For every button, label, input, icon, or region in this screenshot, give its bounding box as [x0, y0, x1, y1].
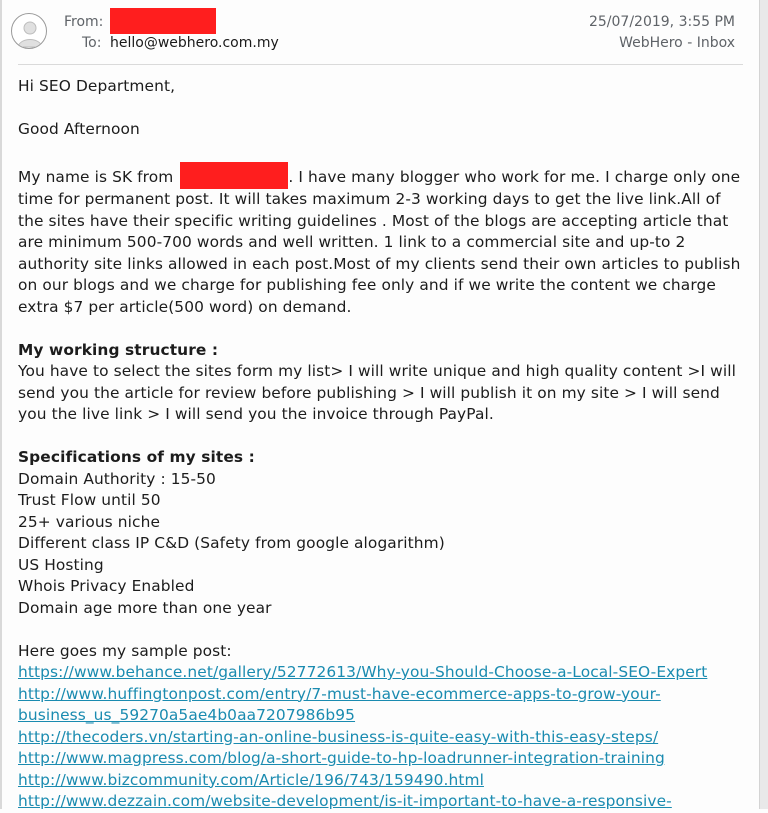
structure-text: You have to select the sites form my list> I will write unique and high quality content >I will send you the article for review before publishing > I will publish it on my site > I will send you the live link > I will send you the invoice through PayPal. — [18, 362, 736, 423]
sample-heading: Here goes my sample post: — [18, 641, 232, 660]
structure-heading: My working structure : — [18, 340, 219, 359]
greeting: Hi SEO Department, — [18, 77, 176, 95]
spec-item: Different class IP C&D (Safety from google alogarithm) — [18, 534, 445, 552]
spec-item: US Hosting — [18, 555, 104, 574]
email-header — [0, 0, 760, 64]
received-date: 25/07/2019, 3:55 PM — [588, 14, 735, 30]
redacted-company — [180, 162, 288, 189]
redacted-sender — [110, 8, 216, 34]
mailbox-folder: WebHero - Inbox — [619, 35, 735, 51]
sample-link[interactable]: http://www.magpress.com/blog/a-short-guide-to-hp-loadrunner-integration-training — [18, 749, 665, 767]
spec-item: Domain age more than one year — [18, 598, 272, 617]
to-label: To: — [82, 35, 102, 51]
specs-heading: Specifications of my sites : — [18, 448, 255, 466]
spec-item: 25+ various niche — [18, 512, 161, 531]
spec-item: Domain Authority : 15-50 — [18, 469, 216, 488]
sample-link[interactable]: http://www.bizcommunity.com/Article/196/743/159490.html — [18, 770, 484, 789]
scrollbar-track[interactable] — [759, 0, 768, 809]
sender-avatar — [11, 13, 47, 49]
recipient-email[interactable]: hello@webhero.com.my — [110, 35, 279, 51]
sample-link[interactable]: http://thecoders.vn/starting-an-online-business-is-quite-easy-with-this-easy-steps/ — [18, 727, 659, 746]
sample-link[interactable]: https://www.behance.net/gallery/52772613/Why-you-Should-Choose-a-Local-SEO-Expert — [18, 663, 708, 681]
person-icon — [12, 14, 47, 49]
email-body — [18, 76, 748, 813]
window-left-edge — [0, 0, 2, 809]
sample-link[interactable]: http://www.huffingtonpost.com/entry/7-must-have-ecommerce-apps-to-grow-your- — [18, 684, 661, 703]
header-divider — [18, 64, 743, 65]
spec-item: Whois Privacy Enabled — [18, 577, 195, 595]
salutation: Good Afternoon — [18, 120, 140, 138]
from-label: From: — [64, 14, 104, 30]
intro-text-rest: . I have many blogger who work for me. I charge only one time for permanent post. It will takes maximum 2-3 working days to get the live link.All of the sites have their specific writing guidelines . Most of the blogs are accepting article that are minimum 500-700 words and well written. 1 link to a commercial site and up-to 2 authority site links allowed in each post.Most of my clients send their own articles to publish on our blogs and we charge for publishing fee only and if we write the content we charge extra $7 per article(500 word) on demand. — [18, 168, 741, 316]
spec-item: Trust Flow until 50 — [18, 491, 161, 509]
sample-link[interactable]: http://www.dezzain.com/website-development/is-it-important-to-have-a-responsive- — [18, 792, 672, 810]
sample-link-continued[interactable]: business_us_59270a5ae4b0aa7207986b95 — [18, 706, 356, 724]
intro-text-start: My name is SK from — [18, 168, 179, 186]
intro-paragraph — [18, 162, 748, 318]
